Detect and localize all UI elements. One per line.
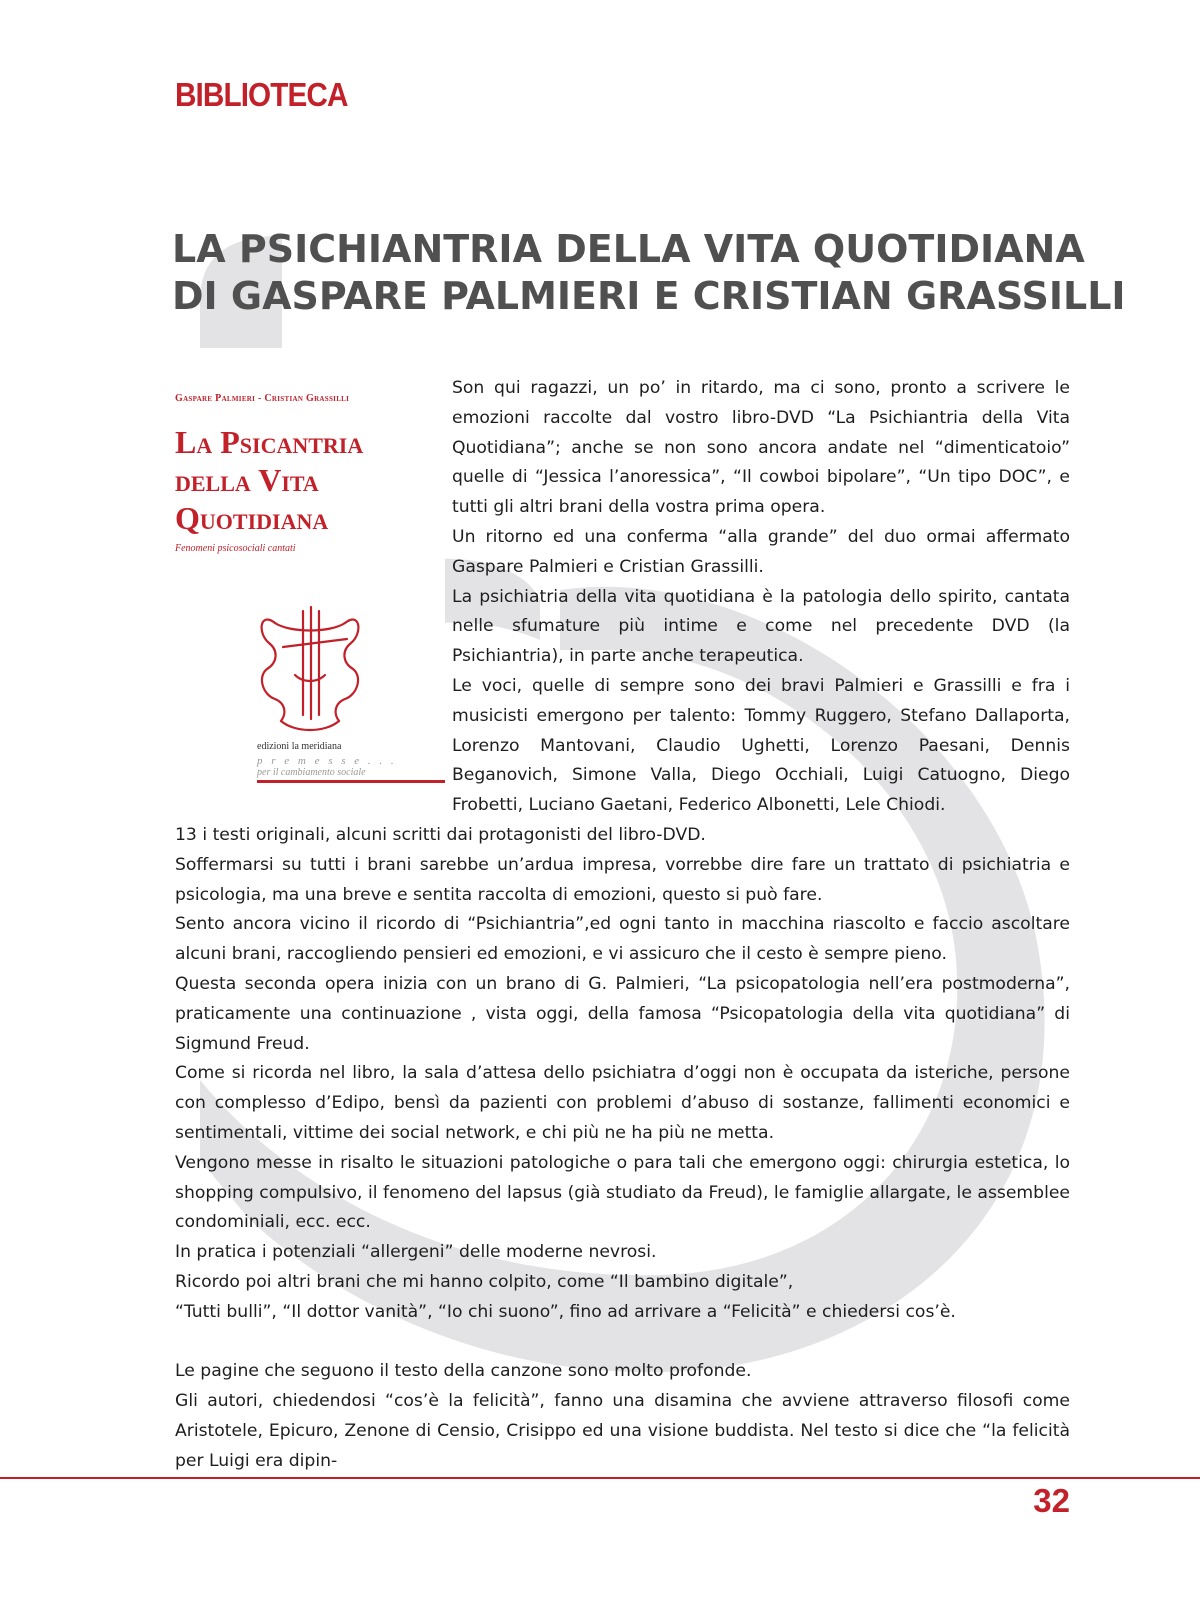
paragraph: Le voci, quelle di sempre sono dei bravi Palmieri e Grassilli e fra i musicisti emergono per talento: Tommy Ruggero, Stefano Dallaporta, Lorenzo Mantovani, Claudio Ughetti, Lorenzo Paesani, Dennis Beganovich, Simone Valla, Diego Occhiali, Luigi Catuogno, Diego Frobetti, Luciano Gaetani, Federico Albonetti, Lele Chiodi. (452, 675, 1070, 816)
paragraph: Come si ricorda nel libro, la sala d’attesa dello psichiatra d’oggi non è occupata da isteriche, persone con complesso d’Edipo, bensì da pazienti con problemi d’abuso di sostanze, fallimenti economici e sentimentali, vittime dei social network, e chi più ne ha più ne metta. (175, 1063, 1070, 1143)
cover-title-line-3: Quotidiana (175, 500, 329, 536)
cover-subtitle: Fenomeni psicosociali cantati (175, 543, 296, 554)
page-number: 32 (1033, 1482, 1070, 1519)
paragraph: In pratica i potenziali “allergeni” delle moderne nevrosi. (175, 1242, 657, 1263)
paragraph: Son qui ragazzi, un po’ in ritardo, ma ci sono, pronto a scrivere le emozioni raccolte dal vostro libro-DVD “La Psichiantria della Vita Quotidiana”; anche se non sono ancora andate nel “dimenticatoio” quelle di “Jessica l’anoressica”, “Il cowboi bipolare”, “Un tipo DOC”, e tutti gli altri brani della vostra prima opera. (452, 378, 1070, 518)
cover-title-line-2: della Vita (175, 462, 319, 498)
paragraph: Gli autori, chiedendosi “cos’è la felicità”, fanno una disamina che avviene attraverso filosofi come Aristotele, Epicuro, Zenone di Censio, Crisippo ed una visione buddista. Nel testo si dice che “la felicità per Luigi era dipin- (175, 1391, 1070, 1471)
paragraph: La psichiatria della vita quotidiana è la patologia dello spirito, cantata nelle sfumature più intime e come nel precedente DVD (la Psichiantria), in parte anche terapeutica. (452, 586, 1070, 667)
paragraph: Ricordo poi altri brani che mi hanno colpito, come “Il bambino digitale”, (175, 1271, 794, 1292)
paragraph: Le pagine che seguono il testo della canzone sono molto profonde. (175, 1361, 752, 1382)
footer-rule (0, 1477, 1200, 1479)
paragraph: Questa seconda opera inizia con un brano di G. Palmieri, “La psicopatologia nell’era postmoderna”, praticamente una continuazione , vista oggi, della famosa “Psicopatologia della vita quotidiana” di Sigmund Freud. (175, 973, 1070, 1054)
paragraph: Vengono messe in risalto le situazioni patologiche o para tali che emergono oggi: chirurgia estetica, lo shopping compulsivo, il fenomeno del lapsus (già studiato da Freud), le famiglie allargate, le assemblee condominiali, ecc. ecc. (175, 1152, 1070, 1233)
cover-publisher: edizioni la meridiana (257, 741, 342, 752)
paragraph: 13 i testi originali, alcuni scritti dai protagonisti del libro-DVD. (175, 824, 706, 845)
article-title (172, 226, 1132, 320)
cover-series-subtitle: per il cambiamento sociale (257, 767, 366, 778)
article-body (175, 374, 1070, 1476)
section-label: BIBLIOTECA (175, 76, 348, 113)
title-line-2: DI GASPARE PALMIERI E CRISTIAN GRASSILLI (172, 274, 1126, 318)
paragraph: Un ritorno ed una conferma “alla grande” del duo ormai affermato Gaspare Palmieri e Cristian Grassilli. (452, 526, 1070, 577)
cover-authors: Gaspare Palmieri - Cristian Grassilli (175, 393, 350, 404)
paragraph: Sento ancora vicino il ricordo di “Psichiantria”,ed ogni tanto in macchina riascolto e faccio ascoltare alcuni brani, raccogliendo pensieri ed emozioni, e vi assicuro che il cesto è sempre pieno. (175, 914, 1070, 965)
cover-float-spacer (175, 374, 452, 792)
paragraph: “Tutti bulli”, “Il dottor vanità”, “Io chi suono”, fino ad arrivare a “Felicità” e chiedersi cos’è. (175, 1301, 956, 1322)
cover-title-line-1: La Psicantria (175, 424, 364, 460)
title-line-1: LA PSICHIANTRIA DELLA VITA QUOTIDIANA (172, 227, 1085, 271)
cover-series: p r e m e s s e . . . (257, 755, 397, 767)
paragraph: Soffermarsi su tutti i brani sarebbe un’ardua impresa, vorrebbe dire fare un trattato di psichiatria e psicologia, ma una breve e sentita raccolta di emozioni, questo si può fare. (175, 854, 1070, 905)
